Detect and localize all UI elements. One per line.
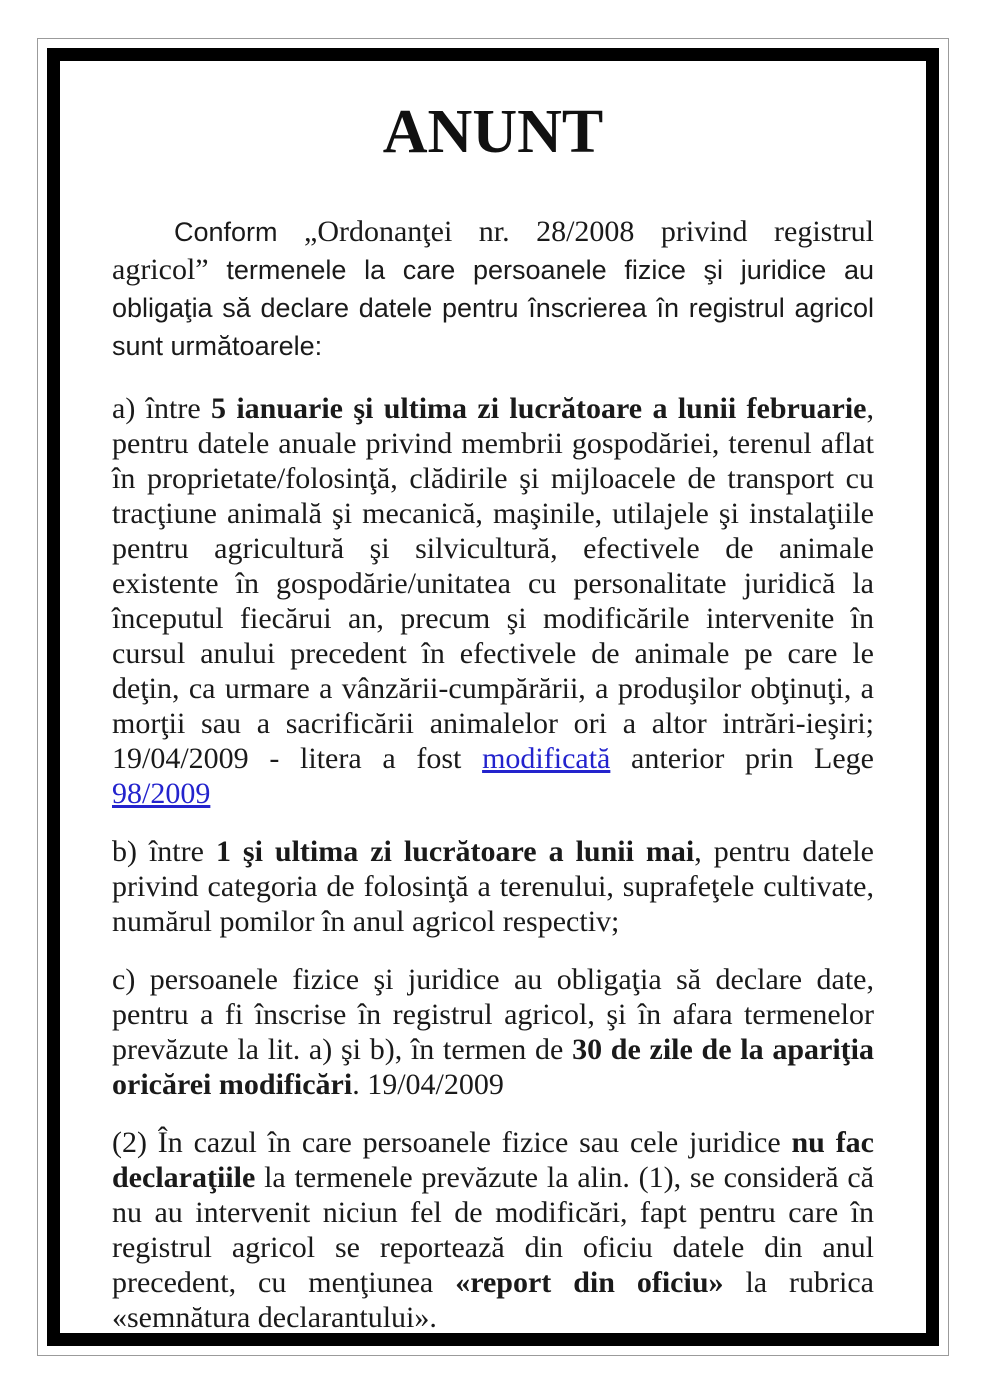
paragraph-para-2	[112, 1125, 874, 1333]
paragraph-item-a	[112, 391, 874, 811]
text-segment-normal: la termenele prevăzute la alin. (1), se consideră că nu au intervenit niciun fel de modificări, fapt pentru care în registrul agricol se reportează din oficiu datele din anul precedent, cu menţiunea	[112, 1161, 874, 1299]
page-title: ANUNT	[382, 98, 604, 166]
text-segment-bold: 1 şi ultima zi lucrătoare a lunii mai	[215, 835, 695, 868]
paragraph-item-b	[112, 834, 874, 939]
document-content	[60, 61, 926, 1333]
text-segment-normal: la rubrica «semnătura declarantului».	[112, 1266, 874, 1333]
text-segment-normal: anterior prin Lege	[610, 742, 875, 775]
text-segment-normal: a) între	[112, 392, 211, 425]
paragraph-intro	[112, 213, 874, 365]
text-segment-bold: nu fac declaraţiile	[112, 1126, 874, 1194]
link-modificata[interactable]: modificată	[482, 742, 611, 775]
page-black-frame	[47, 48, 939, 1346]
text-segment-sans: termenele la care persoanele fizice şi juridice au obligaţia să declare datele pentru înscrierea în registrul agricol sunt următoarele:	[112, 255, 875, 361]
text-segment-normal: (2) În cazul în care persoanele fizice sau cele juridice	[112, 1126, 792, 1159]
document-body	[112, 213, 874, 1333]
text-segment-bold: «report din oficiu»	[455, 1266, 724, 1299]
text-segment-bold: 30 de zile de la apariţia oricărei modificări	[112, 1033, 875, 1101]
text-segment-normal: , pentru datele anuale privind membrii gospodăriei, terenul aflat în proprietate/folosinţă, clădirile şi mijloacele de transport cu tracţiune animală şi mecanică, maşinile, utilajele şi instalaţiile pentru agricultură şi silvicultură, efectivele de animale existente în gospodărie/unitatea cu personalitate juridică la începutul fiecărui an, precum şi modificările intervenite în cursul anului precedent în efectivele de animale pe care le deţin, ca urmare a vânzării-cumpărării, a produşilor obţinuţi, a morţii sau a sacrificării animalelor ori a altor intrări-ieşiri; 19/04/2009 - litera a fost	[112, 392, 874, 775]
text-segment-normal: , pentru datele privind categoria de folosinţă a terenului, suprafeţele cultivate, numărul pomilor în anul agricol respectiv;	[112, 835, 874, 938]
text-segment-normal: . 19/04/2009	[352, 1068, 504, 1101]
text-segment-bold: 5 ianuarie şi ultima zi lucrătoare a lunii februarie	[210, 392, 867, 425]
page-outer-frame	[37, 38, 949, 1356]
text-segment-serif: „Ordonanţei nr. 28/2008 privind registrul agricol”	[112, 215, 874, 286]
paragraph-item-c	[112, 962, 874, 1102]
text-segment-normal: b) între	[112, 835, 216, 868]
text-segment-sans: Conform	[174, 217, 305, 247]
text-segment-normal: c) persoanele fizice şi juridice au obligaţia să declare date, pentru a fi înscrise în registrul agricol, şi în afara termenelor prevăzute la lit. a) şi b), în termen de	[112, 963, 874, 1066]
link-98-2009[interactable]: 98/2009	[112, 777, 211, 810]
